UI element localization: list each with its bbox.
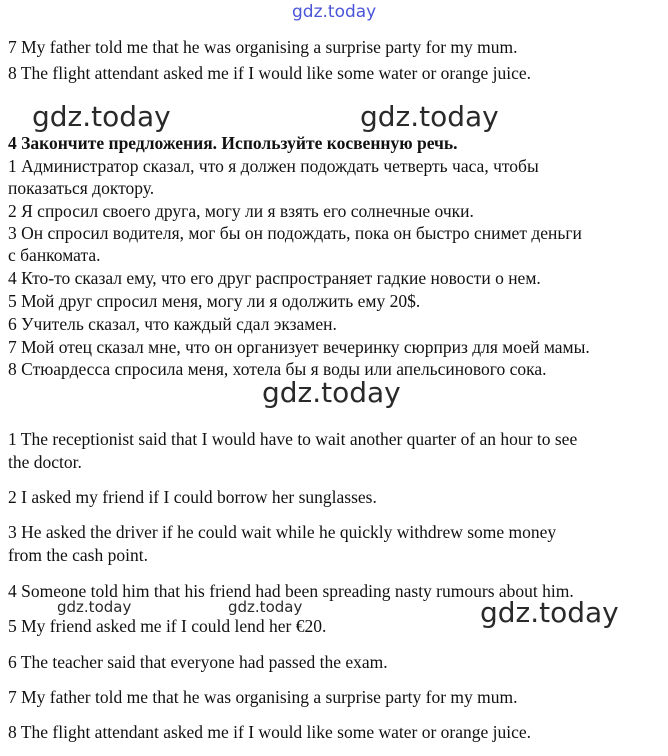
russian-line: показаться доктору. bbox=[8, 178, 155, 198]
watermark-right: gdz.today bbox=[360, 100, 499, 133]
russian-line: 4 Кто-то сказал ему, что его друг распространяет гадкие новости о нем. bbox=[8, 268, 541, 288]
russian-line: 5 Мой друг спросил меня, могу ли я одолжить ему 20$. bbox=[8, 291, 421, 311]
russian-line: 3 Он спросил водителя, мог бы он подождать, пока он быстро снимет деньги bbox=[8, 223, 582, 243]
watermark-bottom-right: gdz.today bbox=[480, 596, 619, 629]
answer-line: 5 My friend asked me if I could lend her €20. bbox=[8, 616, 327, 636]
english-top-line-8: 8 The flight attendant asked me if I would like some water or orange juice. bbox=[8, 63, 532, 83]
watermark-left: gdz.today bbox=[32, 100, 171, 133]
watermark-middle: gdz.today bbox=[262, 376, 401, 409]
russian-line: 6 Учитель сказал, что каждый сдал экзамен. bbox=[8, 314, 337, 334]
answer-line: 8 The flight attendant asked me if I would like some water or orange juice. bbox=[8, 722, 532, 742]
russian-line: 7 Мой отец сказал мне, что он организует вечеринку сюрприз для моей мамы. bbox=[8, 337, 590, 357]
russian-line: с банкомата. bbox=[8, 245, 101, 265]
answer-line: 3 He asked the driver if he could wait while he quickly withdrew some money bbox=[8, 522, 557, 542]
russian-line: 1 Администратор сказал, что я должен подождать четверть часа, чтобы bbox=[8, 156, 539, 176]
english-top-line-7: 7 My father told me that he was organising a surprise party for my mum. bbox=[8, 37, 518, 57]
watermark-small-2: gdz.today bbox=[228, 598, 303, 616]
answer-line: the doctor. bbox=[8, 452, 82, 472]
russian-line: 2 Я спросил своего друга, могу ли я взять его солнечные очки. bbox=[8, 201, 474, 221]
answer-line: 7 My father told me that he was organising a surprise party for my mum. bbox=[8, 687, 518, 707]
answer-line: 6 The teacher said that everyone had passed the exam. bbox=[8, 652, 388, 672]
watermark-top: gdz.today bbox=[292, 2, 377, 22]
watermark-small-1: gdz.today bbox=[57, 598, 132, 616]
russian-line: 8 Стюардесса спросила меня, хотела бы я воды или апельсинового сока. bbox=[8, 359, 547, 379]
answer-line: from the cash point. bbox=[8, 545, 148, 565]
exercise-heading: 4 Закончите предложения. Используйте косвенную речь. bbox=[8, 133, 458, 153]
answer-line: 2 I asked my friend if I could borrow her sunglasses. bbox=[8, 487, 377, 507]
answer-line: 4 Someone told him that his friend had been spreading nasty rumours about him. bbox=[8, 581, 574, 601]
answer-line: 1 The receptionist said that I would have to wait another quarter of an hour to see bbox=[8, 429, 578, 449]
